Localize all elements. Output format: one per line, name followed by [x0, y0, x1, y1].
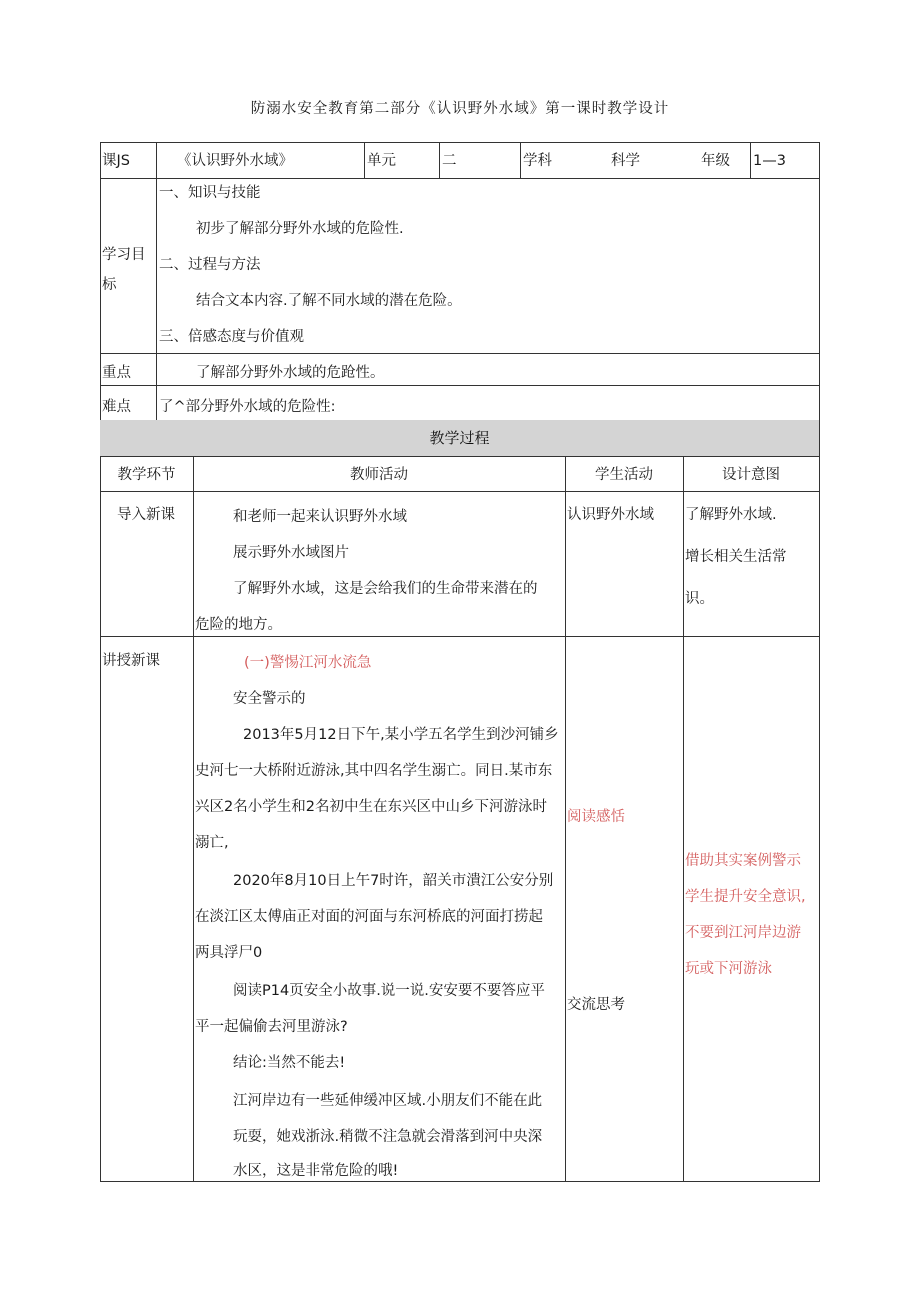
teacher-line: 玩耍，她戏浙泳.稍微不注急就会滑落到河中央深 — [233, 1129, 543, 1145]
table-border — [683, 456, 684, 1182]
subject-value: 科学 — [611, 153, 640, 169]
student-cell: 阅读感恬 — [567, 809, 625, 825]
teacher-line: 两具浮尸0 — [195, 945, 263, 961]
grade-value: 1—3 — [753, 153, 786, 169]
goal-item: 初步了解部分野外水域的危险性. — [196, 221, 404, 237]
table-border — [193, 456, 194, 1182]
unit-label: 单元 — [367, 153, 396, 169]
goals-label: 学习目 — [102, 247, 146, 263]
teacher-line: 安全警示的 — [233, 691, 306, 707]
table-border — [819, 142, 820, 1182]
difficulty-label: 难点 — [102, 399, 131, 415]
difficulty-text: 了^部分野外水域的危险性: — [159, 399, 336, 415]
intent-line: 学生提升安全意识, — [685, 889, 806, 905]
column-header: 学生活动 — [595, 467, 653, 483]
section-heading: (一)警惕江河水流急 — [244, 655, 372, 671]
teacher-line: 阅读P14页安全小故事.说一说.安安要不要答应平 — [233, 983, 545, 999]
teacher-line: 溺亡, — [195, 835, 229, 851]
page-title: 防溺水安全教育第二部分《认识野外水域》第一课时教学设计 — [250, 101, 670, 117]
student-cell: 交流思考 — [567, 997, 625, 1013]
table-border — [100, 353, 820, 354]
table-border — [565, 456, 566, 1182]
table-border — [100, 385, 820, 386]
column-header: 教学环节 — [117, 467, 176, 483]
stage-cell: 讲授新课 — [102, 653, 160, 669]
teacher-line: 在淡江区太傅庙正对面的河面与东河桥底的河面打捞起 — [195, 909, 543, 925]
column-header: 设计意图 — [722, 467, 780, 483]
lesson-value: 《认识野外水域》 — [177, 153, 293, 169]
table-border — [520, 142, 521, 179]
lesson-label: 课JS — [102, 153, 130, 169]
teacher-line: 2013年5月12日下午,某小学五名学生到沙河铺乡 — [243, 727, 559, 743]
table-border — [100, 142, 820, 143]
key-point-text: 了解部分野外水域的危跄性。 — [196, 365, 385, 381]
unit-value: 二 — [442, 153, 457, 169]
teacher-line: 水区，这是非常危险的哦! — [233, 1163, 399, 1179]
intent-line: 增长相关生活常 — [685, 549, 787, 565]
table-border — [439, 142, 440, 179]
teacher-line: 2020年8月10日上午7时许，韶关市潰江公安分别 — [233, 873, 554, 889]
table-border — [100, 1181, 820, 1182]
column-header: 教师活动 — [350, 467, 408, 483]
table-border — [100, 142, 101, 1182]
table-border — [100, 636, 820, 637]
process-header: 教学过程 — [429, 429, 490, 447]
table-border — [750, 142, 751, 179]
teacher-line: 和老师一起来认识野外水域 — [233, 509, 407, 525]
intent-line: 识。 — [685, 591, 714, 607]
goals-label: 标 — [102, 277, 117, 293]
student-cell: 认识野外水域 — [567, 507, 654, 523]
goal-item: 二、过程与方法 — [159, 257, 261, 273]
teacher-line: 结论:当然不能去! — [233, 1055, 346, 1071]
intent-line: 不要到江河岸边游 — [685, 925, 801, 941]
subject-label: 学科 — [523, 153, 552, 169]
grade-label: 年级 — [701, 153, 730, 169]
intent-line: 玩或下河游泳 — [685, 961, 772, 977]
table-border — [364, 142, 365, 179]
table-border — [156, 142, 157, 421]
table-border — [100, 178, 820, 179]
table-border — [100, 456, 820, 457]
intent-line: 了解野外水域. — [685, 507, 777, 523]
intent-line: 借助其实案例警示 — [685, 853, 801, 869]
teacher-line: 了解野外水域，这是会给我们的生命带来潜在的 — [233, 581, 538, 597]
goal-item: 一、知识与技能 — [159, 185, 261, 201]
teacher-line: 平一起偏偷去河里游泳? — [195, 1019, 348, 1035]
teacher-line: 危险的地方。 — [195, 617, 282, 633]
goal-item: 三、倍感态度与价值观 — [159, 329, 304, 345]
teacher-line: 史河七一大桥附近游泳,其中四名学生溺亡。同日.某市东 — [195, 763, 553, 779]
key-point-label: 重点 — [102, 365, 131, 381]
teacher-line: 兴区2名小学生和2名初中生在东兴区中山乡下河游泳时 — [195, 799, 547, 815]
teacher-line: 江河岸边有一些延伸缓冲区域.小朋友们不能在此 — [233, 1093, 543, 1109]
stage-cell: 导入新课 — [117, 507, 175, 523]
teacher-line: 展示野外水域图片 — [233, 545, 349, 561]
table-border — [100, 491, 820, 492]
goal-item: 结合文本内容.了解不同水域的潜在危险。 — [196, 293, 462, 309]
